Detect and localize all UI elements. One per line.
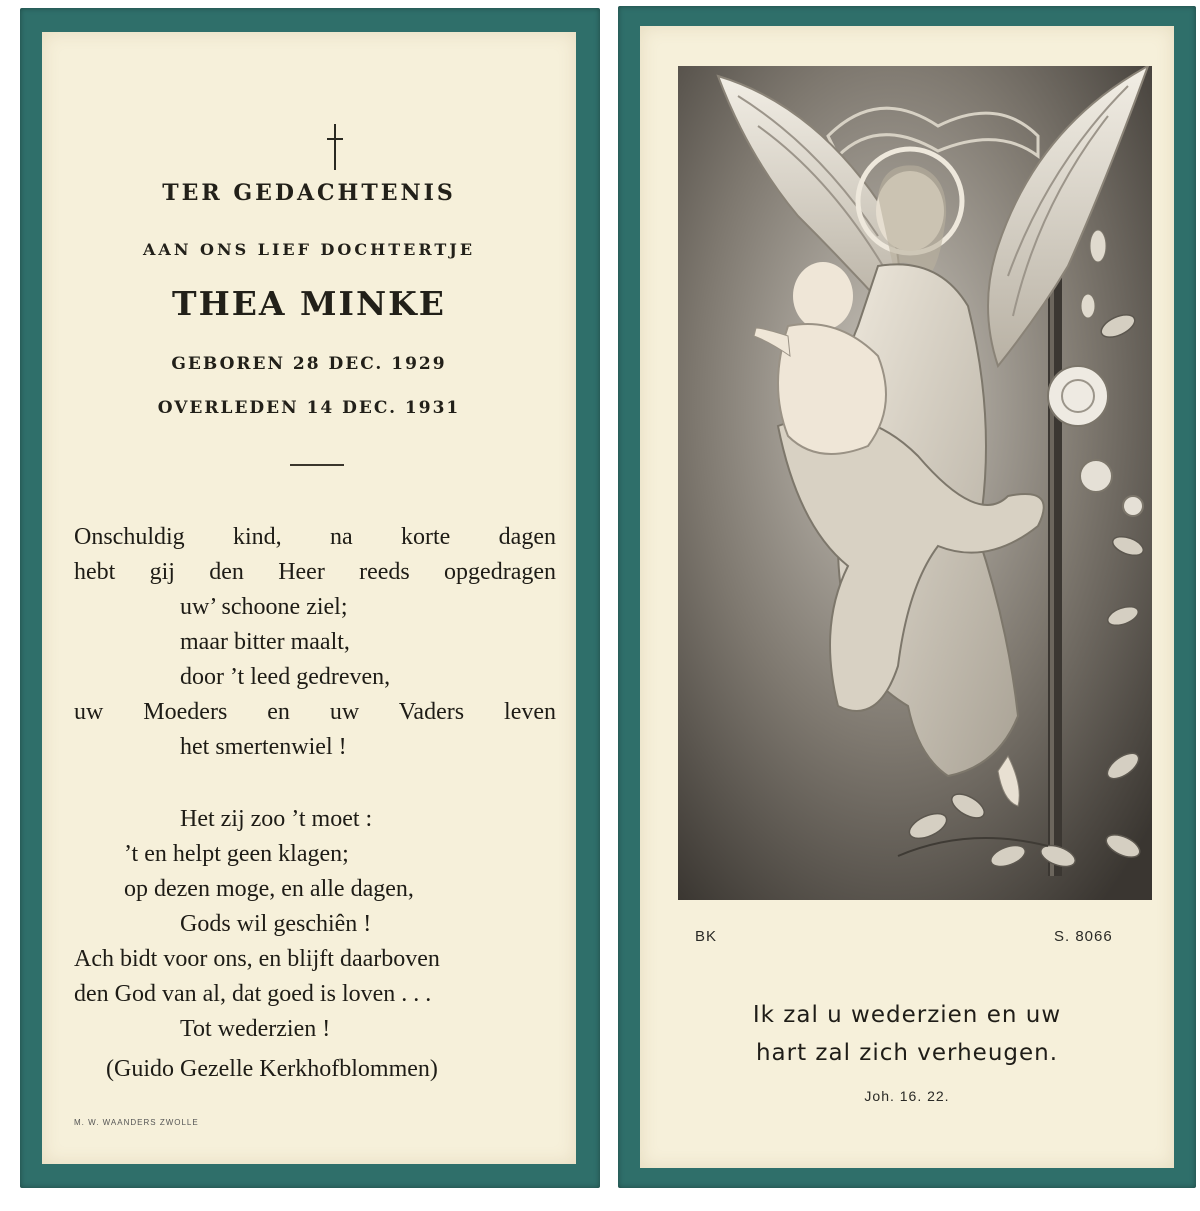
poem-line: door ’t leed gedreven,	[180, 664, 391, 690]
poem-line: Gods wil geschiên !	[180, 911, 372, 937]
memorial-card-front	[20, 8, 600, 1188]
memorial-card-back	[618, 6, 1196, 1188]
birth-date: GEBOREN 28 DEC. 1929	[171, 354, 447, 374]
card-paper	[640, 26, 1174, 1168]
bible-verse-line: Ik zal u wederzien en uw	[752, 1002, 1062, 1028]
poem-line: Onschuldig kind, na korte dagen	[74, 524, 556, 550]
bible-verse-line: hart zal zich verheugen.	[755, 1040, 1059, 1066]
bible-reference: Joh. 16. 22.	[864, 1088, 950, 1104]
poem-line: het smertenwiel !	[180, 734, 347, 760]
poem-line: ’t en helpt geen klagen;	[124, 841, 349, 867]
poem-line: maar bitter maalt,	[180, 629, 350, 655]
cross-icon	[325, 124, 345, 174]
poem-line: uw Moeders en uw Vaders leven	[74, 699, 556, 725]
card-subheading: AAN ONS LIEF DOCHTERTJE	[142, 240, 476, 259]
poem-line: Ach bidt voor ons, en blijft daarboven	[74, 946, 440, 972]
death-date: OVERLEDEN 14 DEC. 1931	[157, 398, 461, 418]
serial-number: S. 8066	[1054, 928, 1113, 945]
card-heading: TER GEDACHTENIS	[162, 180, 456, 206]
printer-mark: M. W. WAANDERS ZWOLLE	[74, 1118, 199, 1127]
poem-line: den God van al, dat goed is loven . . .	[74, 981, 432, 1007]
poem-line: Het zij zoo ’t moet :	[180, 806, 373, 832]
poem-attribution: (Guido Gezelle Kerkhofblommen)	[106, 1056, 438, 1082]
publisher-mark: BK	[695, 928, 718, 945]
angel-engraving-image	[678, 66, 1152, 900]
deceased-name: THEA MINKE	[172, 284, 446, 323]
angel-illustration	[678, 66, 1152, 900]
poem-line: op dezen moge, en alle dagen,	[124, 876, 414, 902]
divider-line	[290, 464, 344, 466]
poem-line: Tot wederzien !	[180, 1016, 331, 1042]
poem-line: uw’ schoone ziel;	[180, 594, 348, 620]
poem-line: hebt gij den Heer reeds opgedragen	[74, 559, 556, 585]
card-paper	[42, 32, 576, 1164]
